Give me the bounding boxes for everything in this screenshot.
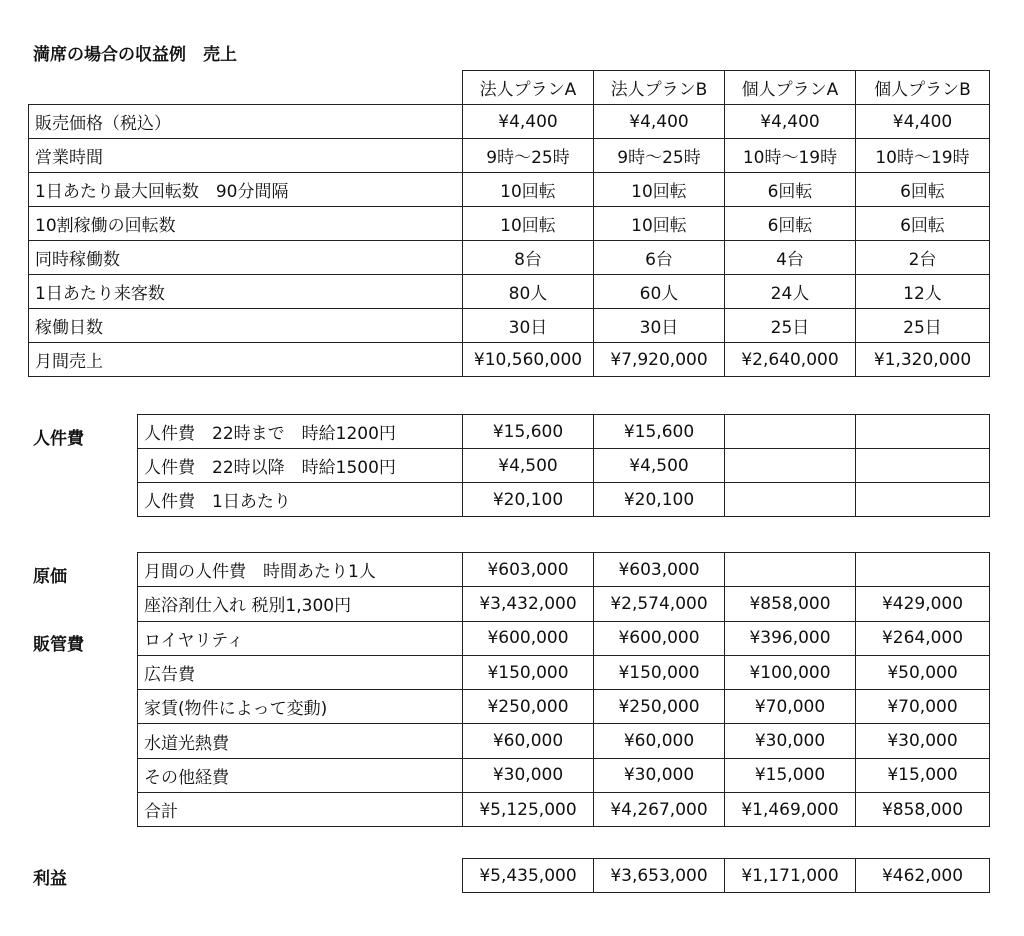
row-label: 座浴剤仕入れ 税別1,300円	[138, 587, 463, 621]
table-row	[29, 275, 990, 309]
cell-value: ¥4,400	[463, 105, 594, 139]
cell-value: 60人	[594, 275, 725, 309]
cell-value: 6回転	[856, 173, 990, 207]
cell-value: ¥60,000	[594, 724, 725, 758]
cogs-heading: 原価	[33, 567, 67, 587]
table-row	[29, 207, 990, 241]
cell-value: ¥2,640,000	[725, 343, 856, 377]
table-row	[138, 758, 990, 792]
table-row	[29, 139, 990, 173]
row-label: 稼働日数	[29, 309, 463, 343]
page-title: 満席の場合の収益例 売上	[33, 45, 237, 65]
table-row	[138, 690, 990, 724]
cell-value: ¥15,000	[725, 758, 856, 792]
cell-value	[725, 483, 856, 517]
cell-value: 25日	[725, 309, 856, 343]
cell-value: 4台	[725, 241, 856, 275]
cell-value: 30日	[463, 309, 594, 343]
row-label: その他経費	[138, 758, 463, 792]
table-row	[29, 241, 990, 275]
cell-value: 25日	[856, 309, 990, 343]
cell-value: ¥4,500	[594, 449, 725, 483]
row-label: 月間売上	[29, 343, 463, 377]
table-row	[29, 105, 990, 139]
cell-value: 2台	[856, 241, 990, 275]
cell-value: ¥20,100	[594, 483, 725, 517]
cell-value: ¥60,000	[463, 724, 594, 758]
cell-value: ¥858,000	[856, 793, 990, 827]
cell-value	[856, 415, 990, 449]
row-label: 月間の人件費 時間あたり1人	[138, 553, 463, 587]
cell-value: ¥70,000	[725, 690, 856, 724]
table-row	[138, 449, 990, 483]
cell-value: ¥3,432,000	[463, 587, 594, 621]
sales-table	[28, 70, 990, 377]
cell-value: ¥603,000	[594, 553, 725, 587]
profit-table	[462, 858, 990, 893]
cell-value: 10回転	[463, 207, 594, 241]
cell-value: ¥15,600	[463, 415, 594, 449]
cell-value: ¥603,000	[463, 553, 594, 587]
cell-value: ¥150,000	[594, 655, 725, 689]
cell-value: ¥70,000	[856, 690, 990, 724]
row-label: 水道光熱費	[138, 724, 463, 758]
plan-header-row	[29, 71, 990, 105]
row-label: 営業時間	[29, 139, 463, 173]
cell-value: ¥7,920,000	[594, 343, 725, 377]
table-row	[138, 553, 990, 587]
cell-value: 8台	[463, 241, 594, 275]
cell-value: ¥858,000	[725, 587, 856, 621]
cell-value	[856, 483, 990, 517]
cost-table	[137, 552, 990, 827]
cell-value: 10時～19時	[856, 139, 990, 173]
table-row	[138, 724, 990, 758]
row-label: 人件費 22時以降 時給1500円	[138, 449, 463, 483]
row-label: 販売価格（税込）	[29, 105, 463, 139]
cell-value: ¥4,400	[594, 105, 725, 139]
cell-value: ¥2,574,000	[594, 587, 725, 621]
cell-value: 6回転	[725, 207, 856, 241]
labor-heading: 人件費	[33, 429, 84, 449]
row-label: 同時稼働数	[29, 241, 463, 275]
table-row	[29, 173, 990, 207]
cell-value: 9時～25時	[594, 139, 725, 173]
cell-value: 10回転	[594, 173, 725, 207]
cell-value: 80人	[463, 275, 594, 309]
cell-value: ¥150,000	[463, 655, 594, 689]
cell-value: 12人	[856, 275, 990, 309]
cell-value	[856, 553, 990, 587]
cell-value: 30日	[594, 309, 725, 343]
cell-value: ¥20,100	[463, 483, 594, 517]
table-row	[29, 343, 990, 377]
row-label: 人件費 1日あたり	[138, 483, 463, 517]
cell-value: ¥264,000	[856, 621, 990, 655]
cell-value: ¥3,653,000	[594, 859, 725, 893]
cell-value: ¥50,000	[856, 655, 990, 689]
row-label: 10割稼働の回転数	[29, 207, 463, 241]
cell-value: 10回転	[463, 173, 594, 207]
cell-value: ¥600,000	[594, 621, 725, 655]
cell-value: ¥10,560,000	[463, 343, 594, 377]
labor-table	[137, 414, 990, 517]
cell-value: 24人	[725, 275, 856, 309]
cell-value: ¥15,000	[856, 758, 990, 792]
cell-value: ¥4,267,000	[594, 793, 725, 827]
table-row	[138, 655, 990, 689]
cell-value	[725, 415, 856, 449]
cell-value: ¥429,000	[856, 587, 990, 621]
row-label: ロイヤリティ	[138, 621, 463, 655]
cell-value: ¥30,000	[463, 758, 594, 792]
cell-value	[725, 449, 856, 483]
row-label: 1日あたり来客数	[29, 275, 463, 309]
profit-heading: 利益	[33, 869, 67, 889]
cell-value: 6回転	[856, 207, 990, 241]
plan-header: 法人プランA	[463, 71, 594, 105]
cell-value: ¥396,000	[725, 621, 856, 655]
cell-value: ¥250,000	[463, 690, 594, 724]
cell-value: ¥100,000	[725, 655, 856, 689]
cell-value: ¥250,000	[594, 690, 725, 724]
cell-value: ¥30,000	[594, 758, 725, 792]
table-row	[463, 859, 990, 893]
cell-value: ¥30,000	[725, 724, 856, 758]
row-label: 1日あたり最大回転数 90分間隔	[29, 173, 463, 207]
cell-value: ¥462,000	[856, 859, 990, 893]
table-row	[138, 483, 990, 517]
cell-value: 6台	[594, 241, 725, 275]
table-row	[138, 587, 990, 621]
row-label: 家賃(物件によって変動)	[138, 690, 463, 724]
table-row	[138, 793, 990, 827]
cell-value	[725, 553, 856, 587]
table-row	[29, 309, 990, 343]
cell-value	[856, 449, 990, 483]
cell-value: ¥15,600	[594, 415, 725, 449]
table-row	[138, 415, 990, 449]
cell-value: ¥5,435,000	[463, 859, 594, 893]
row-label: 合計	[138, 793, 463, 827]
cell-value: ¥600,000	[463, 621, 594, 655]
cell-value: ¥1,469,000	[725, 793, 856, 827]
cell-value: 9時～25時	[463, 139, 594, 173]
row-label: 人件費 22時まで 時給1200円	[138, 415, 463, 449]
cell-value: ¥4,400	[725, 105, 856, 139]
sga-heading: 販管費	[33, 635, 84, 655]
cell-value: ¥4,500	[463, 449, 594, 483]
cell-value: 10時～19時	[725, 139, 856, 173]
header-corner	[29, 71, 463, 105]
cell-value: ¥1,320,000	[856, 343, 990, 377]
cell-value: ¥5,125,000	[463, 793, 594, 827]
cell-value: ¥4,400	[856, 105, 990, 139]
plan-header: 個人プランA	[725, 71, 856, 105]
plan-header: 法人プランB	[594, 71, 725, 105]
cell-value: 6回転	[725, 173, 856, 207]
cell-value: ¥30,000	[856, 724, 990, 758]
cell-value: ¥1,171,000	[725, 859, 856, 893]
plan-header: 個人プランB	[856, 71, 990, 105]
cell-value: 10回転	[594, 207, 725, 241]
table-row	[138, 621, 990, 655]
row-label: 広告費	[138, 655, 463, 689]
